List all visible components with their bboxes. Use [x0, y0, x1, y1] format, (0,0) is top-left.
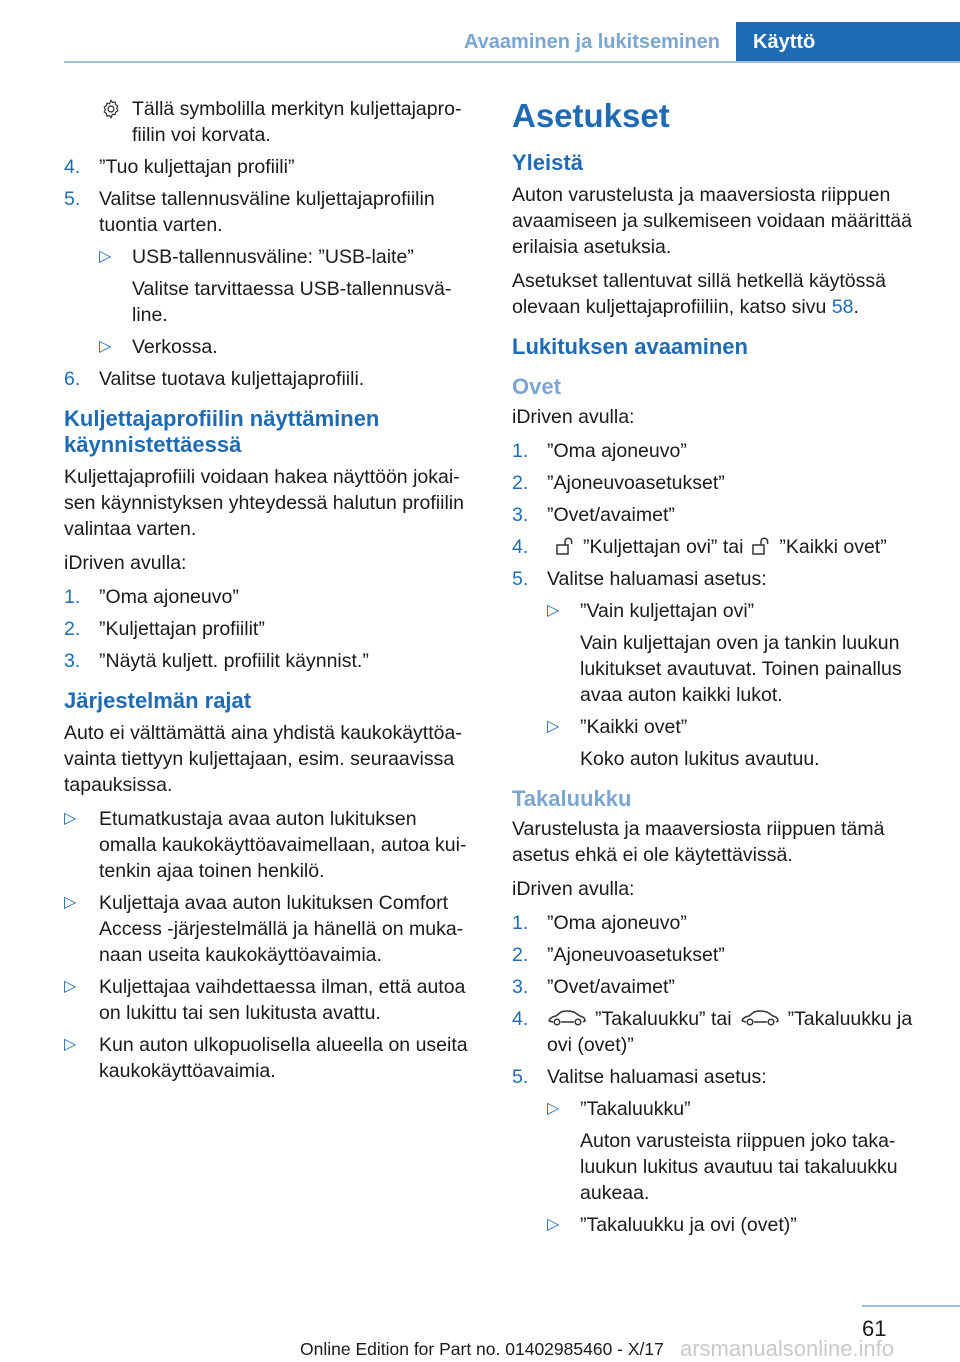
- right-column: [512, 96, 932, 1244]
- car-icon: [740, 1008, 780, 1028]
- chapter-tab[interactable]: Käyttö: [736, 22, 960, 62]
- step-number: 1.: [512, 912, 529, 934]
- unlock-icon: [751, 536, 771, 556]
- step-text: ”Kuljettajan ovi” tai: [583, 536, 744, 558]
- header-divider: [64, 61, 960, 63]
- list-item: [512, 502, 932, 528]
- list-item: [512, 1006, 932, 1058]
- list-item: [512, 470, 932, 496]
- step-number: 5.: [512, 568, 529, 590]
- sub-item-continuation: Vain kuljettajan oven ja tankin luukun lukitukset avautuvat. Toinen painallus avaa auton kaikki lukot.: [580, 632, 902, 706]
- sub-item-text: ”Takaluukku ja ovi (ovet)”: [580, 1214, 797, 1236]
- car-icon: [547, 1008, 587, 1028]
- sub-item-text: ”Kaikki ovet”: [580, 716, 688, 738]
- sub-item-continuation: Koko auton lukitus avautuu.: [580, 748, 820, 770]
- step-text: ”Kuljettajan profiilit”: [99, 618, 265, 640]
- bullet-triangle-icon: ▷: [64, 810, 77, 827]
- heading-trunk: Takaluukku: [512, 786, 632, 811]
- list-item: [64, 890, 476, 968]
- page-link[interactable]: 58: [831, 296, 854, 318]
- step-number: 1.: [512, 440, 529, 462]
- list-item: [64, 648, 476, 674]
- list-item: [64, 186, 476, 238]
- step-text: ”Ajoneuvoasetukset”: [547, 944, 725, 966]
- bullet-triangle-icon: ▷: [99, 248, 112, 265]
- heading-doors: Ovet: [512, 374, 561, 399]
- paragraph: Varustelusta ja maaversiosta riippuen tämä asetus ehkä ei ole käytettävissä.: [512, 818, 885, 866]
- step-text: ”Näytä kuljett. profiilit käynnist.”: [99, 650, 369, 672]
- list-item: [64, 1032, 476, 1084]
- bullet-triangle-icon: ▷: [64, 1036, 77, 1053]
- section-title: Avaaminen ja lukitseminen: [463, 30, 720, 53]
- step-text: ”Takaluukku ja ovi (ovet)”: [547, 1008, 913, 1056]
- list-item: [64, 806, 476, 884]
- step-text: ”Ovet/avaimet”: [547, 504, 675, 526]
- list-item: [512, 534, 932, 560]
- list-item: [64, 616, 476, 642]
- sub-item-continuation: Valitse tarvittaessa USB-tallennusvä-line.: [132, 278, 452, 326]
- step-text: Valitse haluamasi asetus:: [547, 1066, 767, 1088]
- list-item: [512, 974, 932, 1000]
- heading-general: Yleistä: [512, 150, 583, 175]
- sub-item-text: ”Takaluukku”: [580, 1098, 691, 1120]
- sub-list-item: [512, 598, 932, 624]
- footer-divider: [862, 1305, 960, 1307]
- heading-unlocking: Lukituksen avaaminen: [512, 334, 748, 359]
- sub-list-item: [64, 334, 476, 360]
- idrive-label: iDriven avulla:: [512, 406, 635, 428]
- paragraph-text: Asetukset tallentuvat sillä hetkellä käytössä olevaan kuljettajaprofiiliin, katso sivu: [512, 270, 886, 318]
- list-item: [64, 366, 476, 392]
- step-text: ”Tuo kuljettajan profiili”: [99, 156, 295, 178]
- heading-system-limits: Järjestelmän rajat: [64, 688, 252, 713]
- bullet-triangle-icon: ▷: [547, 602, 560, 619]
- sub-item-continuation: Auton varusteista riippuen joko taka-luukun lukitus avautuu tai takaluukku aukeaa.: [580, 1130, 898, 1204]
- step-number: 2.: [64, 618, 81, 640]
- bullet-triangle-icon: ▷: [64, 894, 77, 911]
- list-item: [512, 566, 932, 592]
- list-item: [512, 942, 932, 968]
- list-item: [512, 910, 932, 936]
- step-number: 6.: [64, 368, 81, 390]
- paragraph: Auto ei välttämättä aina yhdistä kaukokäyttöa-vainta tiettyyn kuljettajaan, esim. seuraavissa tapauksissa.: [64, 722, 462, 796]
- step-text: ”Oma ajoneuvo”: [547, 912, 687, 934]
- step-number: 2.: [512, 944, 529, 966]
- left-column: [64, 96, 476, 1090]
- bullet-triangle-icon: ▷: [547, 1100, 560, 1117]
- step-text: Valitse tuotava kuljettajaprofiili.: [99, 368, 365, 390]
- sub-list-item: [512, 714, 932, 740]
- sub-list-item: [64, 244, 476, 270]
- page-title: Asetukset: [512, 97, 670, 134]
- step-number: 2.: [512, 472, 529, 494]
- step-content: [547, 534, 887, 560]
- step-number: 5.: [512, 1066, 529, 1088]
- list-item: [64, 584, 476, 610]
- step-text: ”Oma ajoneuvo”: [547, 440, 687, 462]
- sub-list-item: [512, 1212, 932, 1238]
- profile-note: [64, 96, 476, 148]
- unlock-icon: [555, 536, 575, 556]
- step-number: 5.: [64, 188, 81, 210]
- step-text: ”Oma ajoneuvo”: [99, 586, 239, 608]
- watermark: arsmanualsonline.info: [680, 1336, 895, 1361]
- paragraph: [512, 268, 932, 320]
- step-number: 4.: [64, 156, 81, 178]
- bullet-triangle-icon: ▷: [99, 338, 112, 355]
- idrive-label: iDriven avulla:: [512, 878, 635, 900]
- bullet-triangle-icon: ▷: [547, 718, 560, 735]
- sub-item-text: USB-tallennusväline: ”USB-laite”: [132, 246, 414, 268]
- edition-note: Online Edition for Part no. 01402985460 - X/17: [300, 1339, 664, 1359]
- step-text: ”Ajoneuvoasetukset”: [547, 472, 725, 494]
- sub-item-text: ”Vain kuljettajan ovi”: [580, 600, 755, 622]
- bullet-triangle-icon: ▷: [64, 978, 77, 995]
- list-item: [512, 1064, 932, 1090]
- step-number: 3.: [512, 504, 529, 526]
- list-item: [64, 154, 476, 180]
- bullet-triangle-icon: ▷: [547, 1216, 560, 1233]
- sub-item-text: Verkossa.: [132, 336, 218, 358]
- step-text: Valitse haluamasi asetus:: [547, 568, 767, 590]
- paragraph-end: .: [853, 296, 859, 318]
- paragraph: Kuljettajaprofiili voidaan hakea näyttöön jokai-sen käynnistyksen yhteydessä halutun profiilin valintaa varten.: [64, 466, 464, 540]
- bullet-text: Kuljettajaa vaihdettaessa ilman, että autoa on lukittu tai sen lukitusta avattu.: [99, 976, 466, 1024]
- list-item: [512, 438, 932, 464]
- step-text: ”Kaikki ovet”: [779, 536, 887, 558]
- paragraph: Auton varustelusta ja maaversiosta riippuen avaamiseen ja sulkemiseen voidaan määrittää erilaisia asetuksia.: [512, 184, 912, 258]
- step-number: 3.: [64, 650, 81, 672]
- step-number: 3.: [512, 976, 529, 998]
- step-number: 4.: [512, 536, 529, 558]
- idrive-label: iDriven avulla:: [64, 552, 187, 574]
- gear-icon: [100, 98, 122, 120]
- step-content: [547, 1006, 932, 1058]
- sub-list-item: [512, 1096, 932, 1122]
- heading-profile-display: Kuljettajaprofiilin näyttäminen käynnistettäessä: [64, 406, 380, 457]
- step-number: 1.: [64, 586, 81, 608]
- list-item: [64, 974, 476, 1026]
- step-text: ”Ovet/avaimet”: [547, 976, 675, 998]
- bullet-text: Etumatkustaja avaa auton lukituksen omalla kaukokäyttöavaimellaan, autoa kui-tenkin ajaa toinen henkilö.: [99, 808, 467, 882]
- page-number: 61: [862, 1316, 887, 1341]
- bullet-text: Kuljettaja avaa auton lukituksen Comfort Access -järjestelmällä ja hänellä on muka-naan useita kaukokäyttöavaimia.: [99, 892, 464, 966]
- bullet-text: Kun auton ulkopuolisella alueella on useita kaukokäyttöavaimia.: [99, 1034, 468, 1082]
- note-text: Tällä symbolilla merkityn kuljettajapro-fiilin voi korvata.: [132, 98, 462, 146]
- step-text: ”Takaluukku” tai: [595, 1008, 732, 1030]
- step-number: 4.: [512, 1008, 529, 1030]
- step-text: Valitse tallennusväline kuljettajaprofiilin tuontia varten.: [99, 188, 435, 236]
